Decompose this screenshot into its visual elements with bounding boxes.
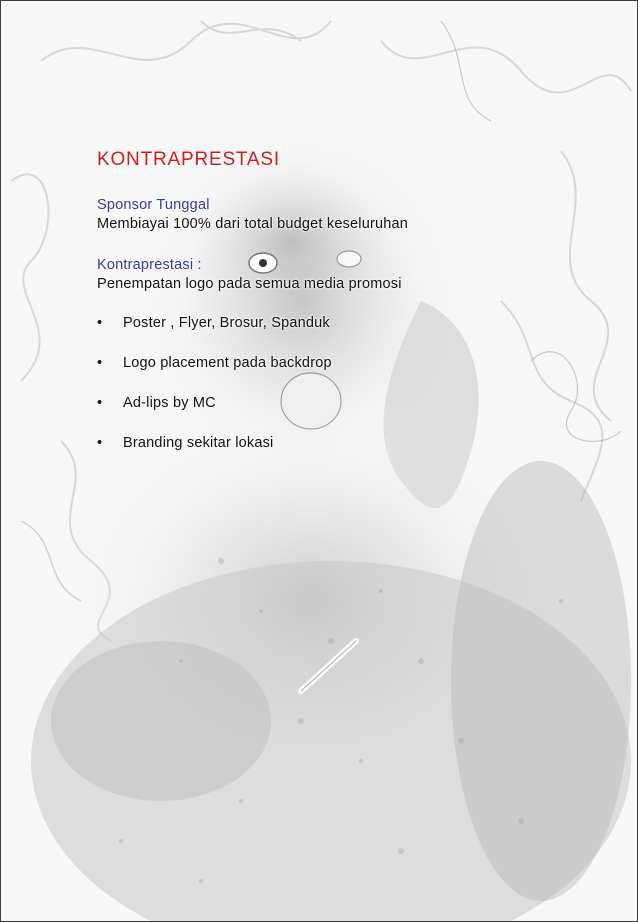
kontraprestasi-description: Penempatan logo pada semua media promosi [97,276,402,292]
list-item [97,394,597,413]
sponsor-label: Sponsor Tunggal [97,197,210,213]
kontraprestasi-section [97,256,597,294]
content-area [97,149,597,474]
list-item-text: Poster , Flyer, Brosur, Spanduk [123,315,330,331]
list-item [97,434,597,453]
list-item-text: Branding sekitar lokasi [123,435,274,451]
list-item-text: Ad-lips by MC [123,395,216,411]
kontraprestasi-label: Kontraprestasi : [97,257,202,273]
list-item [97,314,597,333]
benefit-list [97,314,597,453]
bullet-icon: • [97,315,103,331]
list-item-text: Logo placement pada backdrop [123,355,332,371]
bullet-icon: • [97,355,103,371]
sponsor-description: Membiayai 100% dari total budget keseluruhan [97,216,409,232]
sponsor-section [97,196,597,234]
bullet-icon: • [97,435,103,451]
page-title: KONTRAPRESTASI [97,149,280,170]
list-item [97,354,597,373]
bullet-icon: • [97,395,103,411]
